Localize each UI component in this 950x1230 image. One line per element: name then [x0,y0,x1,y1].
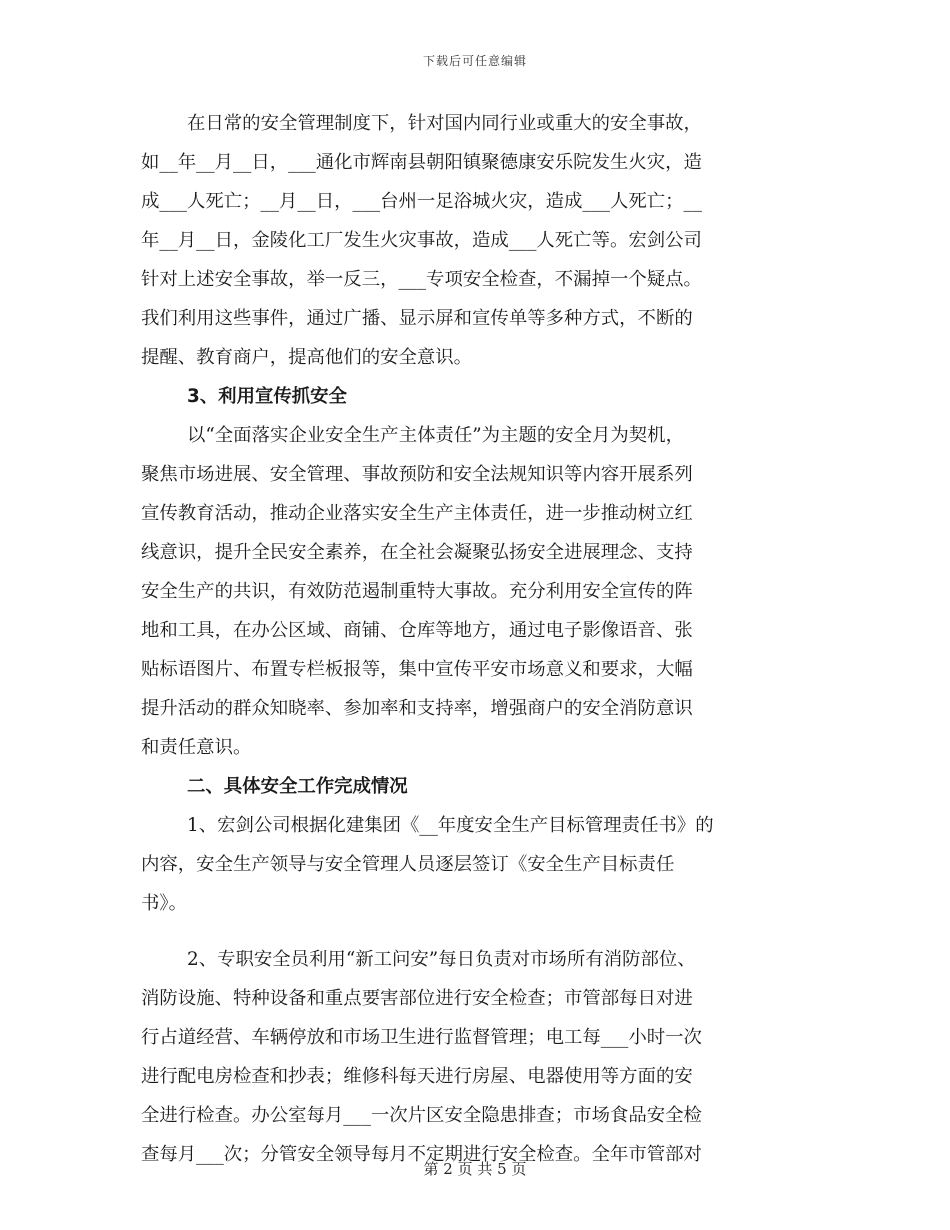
text-line: 提升活动的群众知晓率、参加率和支持率，增强商户的安全消防意识 [141,698,693,719]
text-line: 行占道经营、车辆停放和市场卫生进行监督管理；电工每___小时一次 [141,1027,702,1048]
text-line: 宣传教育活动，推动企业落实安全生产主体责任，进一步推动树立红 [141,503,693,524]
text-line: 进行配电房检查和抄表；维修科每天进行房屋、电器使用等方面的安 [141,1066,693,1087]
section-heading-propaganda: 3、利用宣传抓安全 [187,386,347,407]
text-line: 2、专职安全员利用“新工问安”每日负责对市场所有消防部位、 [187,949,696,970]
document-body [141,104,809,1174]
text-line: 成___人死亡；__月__日，___台州一足浴城火灾，造成___人死亡；__ [141,191,702,212]
paragraph-daily-inspection [141,940,809,1174]
text-line: 地和工具，在办公区域、商铺、仓库等地方，通过电子影像语音、张 [141,620,693,641]
text-line: 内容，安全生产领导与安全管理人员逐层签订《安全生产目标责任 [141,854,675,875]
paragraph-spacer [141,923,809,940]
paragraph-safety-propaganda [141,416,809,767]
text-line: 1、宏剑公司根据化建集团《__年度安全生产目标管理责任书》的 [187,815,714,836]
text-line: 我们利用这些事件，通过广播、显示屏和宣传单等多种方式，不断的 [141,308,693,329]
text-line: 消防设施、特种设备和重点要害部位进行安全检查；市管部每日对进 [141,988,693,1009]
paragraph-safety-incidents [141,104,809,377]
text-line: 书》。 [141,893,187,914]
text-line: 安全生产的共识，有效防范遏制重特大事故。充分利用安全宣传的阵 [141,581,693,602]
text-line: 年__月__日，金陵化工厂发生火灾事故，造成___人死亡等。宏剑公司 [141,230,702,251]
page-header-note: 下载后可任意编辑 [422,54,527,68]
section-heading-completion: 二、具体安全工作完成情况 [187,776,408,797]
text-line: 和责任意识。 [141,737,252,758]
page-number-footer: 第 2 页 共 5 页 [423,1160,527,1178]
text-line: 提醒、教育商户，提高他们的安全意识。 [141,347,473,368]
text-line: 全进行检查。办公室每月___一次片区安全隐患排查；市场食品安全检 [141,1105,702,1126]
text-line: 查每月___次；分管安全领导每月不定期进行安全检查。全年市管部对 [141,1144,702,1165]
text-line: 线意识，提升全民安全素养，在全社会凝聚弘扬安全进展理念、支持 [141,542,693,563]
text-line: 贴标语图片、布置专栏板报等，集中宣传平安市场意义和要求，大幅 [141,659,693,680]
text-line: 以“全面落实企业安全生产主体责任”为主题的安全月为契机， [187,425,684,446]
text-line: 在日常的安全管理制度下，针对国内同行业或重大的安全事故， [187,113,702,134]
text-line: 如__年__月__日，___通化市辉南县朝阳镇聚德康安乐院发生火灾，造 [141,152,702,173]
paragraph-responsibility-letter [141,806,809,923]
text-line: 针对上述安全事故，举一反三，___专项安全检查，不漏掉一个疑点。 [141,269,702,290]
text-line: 聚焦市场进展、安全管理、事故预防和安全法规知识等内容开展系列 [141,464,693,485]
